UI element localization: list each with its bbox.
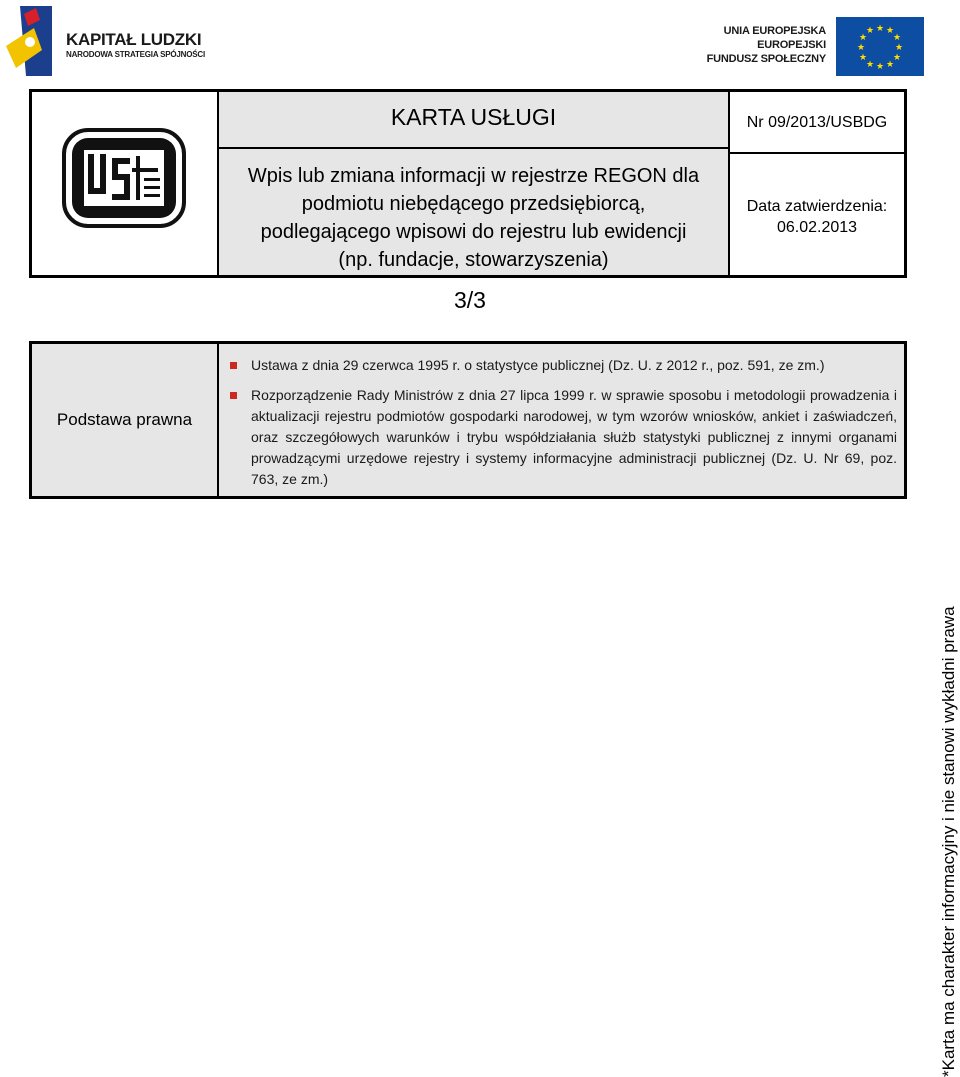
svg-text:★: ★ (894, 43, 904, 53)
legal-basis-table (29, 341, 907, 499)
top-logo-bar (0, 0, 960, 84)
svg-text:★: ★ (858, 33, 868, 43)
svg-text:★: ★ (875, 24, 885, 34)
legal-basis-label: Podstawa prawna (32, 344, 219, 496)
legal-act-text: Rozporządzenie Rady Ministrów z dnia 27 lipca 1999 r. w sprawie sposobu i metodologii prowadzenia i aktualizacji rejestru podmiotów gospodarki narodowej, w tym wzorów wniosków, ankiet i zaświadczeń, oraz szczegółowych warunków i trybu współdziałania służb statystyki publicznej z innymi organami prowadzącymi urzędowe rejestry i systemy informacyjne administracji publicznej (Dz. U. Nr 69, poz. 763, ze zm.) (251, 387, 897, 487)
subject-line-2: podmiotu niebędącego przedsiębiorcą, (301, 193, 646, 215)
svg-text:★: ★ (892, 33, 902, 43)
subject-line-4: (np. fundacje, stowarzyszenia) (338, 249, 609, 271)
ustat-logo-cell (32, 92, 219, 275)
eu-line-1: UNIA EUROPEJSKA (723, 25, 826, 37)
header-meta-cell (730, 92, 904, 275)
approval-date-value: 06.02.2013 (776, 219, 858, 236)
meta-divider (730, 152, 904, 154)
svg-text:★: ★ (885, 26, 895, 36)
approval-date-block (730, 196, 904, 238)
eu-fund-label (707, 24, 826, 66)
svg-text:★: ★ (865, 26, 875, 36)
card-number: Nr 09/2013/USBDG (746, 114, 888, 131)
svg-text:★: ★ (875, 62, 885, 72)
eu-flag-icon (836, 17, 924, 76)
svg-text:★: ★ (858, 53, 868, 63)
page-indicator: 3/3 (454, 287, 486, 313)
legal-act-text: Ustawa z dnia 29 czerwca 1995 r. o statystyce publicznej (Dz. U. z 2012 r., poz. 591, ze zm.) (251, 357, 825, 373)
bullet-icon (230, 392, 237, 399)
eu-line-3: FUNDUSZ SPOŁECZNY (706, 53, 826, 65)
approval-date-label: Data zatwierdzenia: (746, 198, 888, 215)
service-card-header (29, 89, 907, 278)
disclaimer-note: *Karta ma charakter informacyjny i nie stanowi wykładni prawa (939, 606, 958, 1077)
svg-text:★: ★ (865, 60, 875, 70)
legal-basis-content (219, 344, 904, 496)
svg-text:★: ★ (892, 53, 902, 63)
ustat-logo-icon (62, 128, 186, 228)
bullet-icon (230, 362, 237, 369)
kapital-ludzki-subtitle: NARODOWA STRATEGIA SPÓJNOŚCI (66, 50, 206, 59)
service-subject (229, 162, 718, 274)
header-title-cell (219, 92, 730, 275)
kapital-ludzki-logo-icon (6, 6, 52, 76)
subject-line-1: Wpis lub zmiana informacji w rejestrze REGON dla (247, 165, 700, 187)
svg-text:★: ★ (856, 43, 866, 53)
card-title: KARTA USŁUGI (390, 104, 557, 130)
kapital-ludzki-title: KAPITAŁ LUDZKI (66, 30, 202, 49)
subject-line-3: podlegającego wpisowi do rejestru lub ewidencji (260, 221, 687, 243)
svg-text:★: ★ (885, 60, 895, 70)
eu-line-2: EUROPEJSKI (757, 39, 826, 51)
title-divider (219, 147, 728, 149)
